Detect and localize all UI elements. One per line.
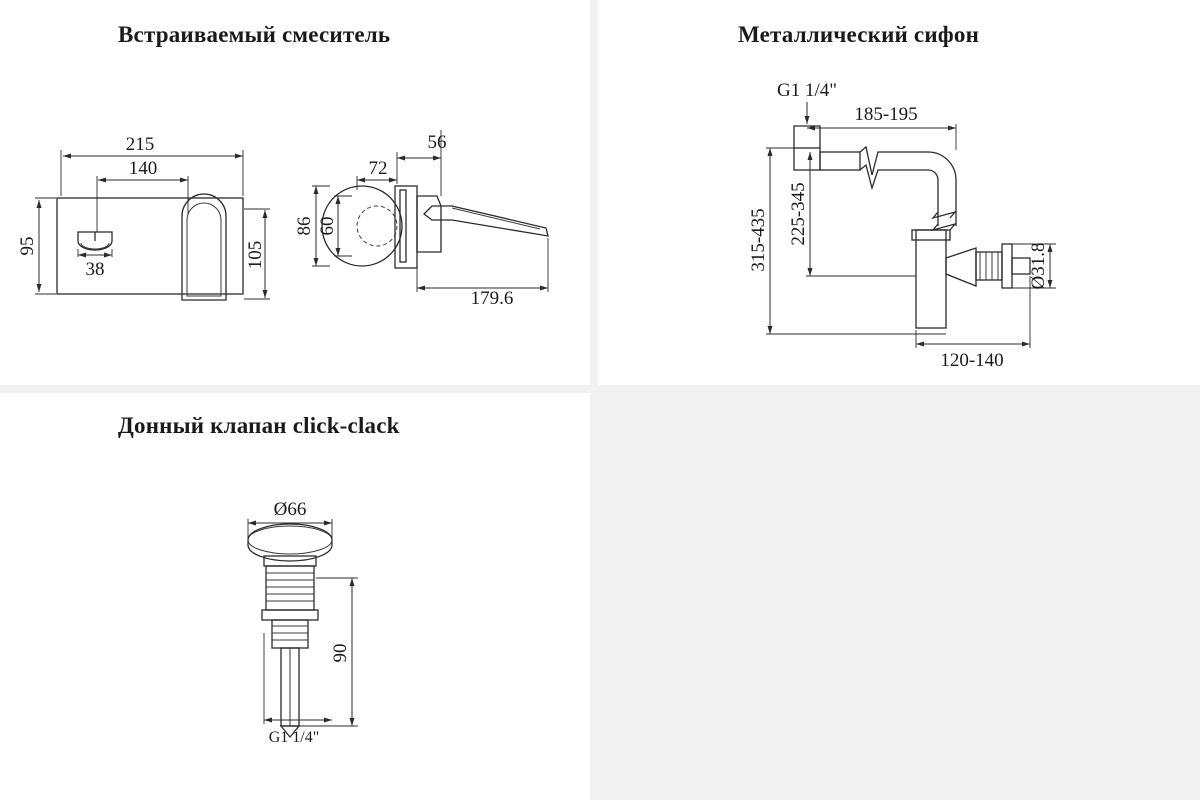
panel-built-in-mixer <box>0 0 590 385</box>
dim-g1-14-bottom: G1 1/4" <box>268 729 320 746</box>
dim-d31-8: Ø31.8 <box>1028 242 1049 290</box>
dim-38: 38 <box>85 259 105 280</box>
panel-title-valve: Донный клапан click-clack <box>118 413 400 438</box>
drawing-click-clack-valve <box>0 393 590 800</box>
label-g1-14: G1 1/4" <box>776 80 838 101</box>
panel-title-siphon: Металлический сифон <box>738 22 980 47</box>
dim-86: 86 <box>294 216 315 236</box>
dim-95: 95 <box>17 236 38 256</box>
drawing-metal-siphon <box>598 0 1200 385</box>
dim-60: 60 <box>317 216 338 236</box>
drawing-built-in-mixer <box>0 0 590 385</box>
dim-105: 105 <box>245 240 266 270</box>
dim-72: 72 <box>368 158 388 179</box>
dim-315-435: 315-435 <box>748 208 769 272</box>
dim-215: 215 <box>125 134 155 155</box>
dim-185-195: 185-195 <box>854 104 918 125</box>
panel-metal-siphon <box>598 0 1200 385</box>
panel-click-clack-valve <box>0 393 590 800</box>
panel-title-mixer: Встраиваемый смеситель <box>118 22 391 47</box>
dim-225-345: 225-345 <box>788 182 809 246</box>
dim-d66: Ø66 <box>273 499 307 520</box>
panel-empty <box>598 393 1200 800</box>
dim-56: 56 <box>427 132 447 153</box>
dim-179-6: 179.6 <box>470 288 514 309</box>
dim-90: 90 <box>330 643 351 663</box>
dim-140: 140 <box>128 158 158 179</box>
dim-120-140: 120-140 <box>940 350 1004 371</box>
